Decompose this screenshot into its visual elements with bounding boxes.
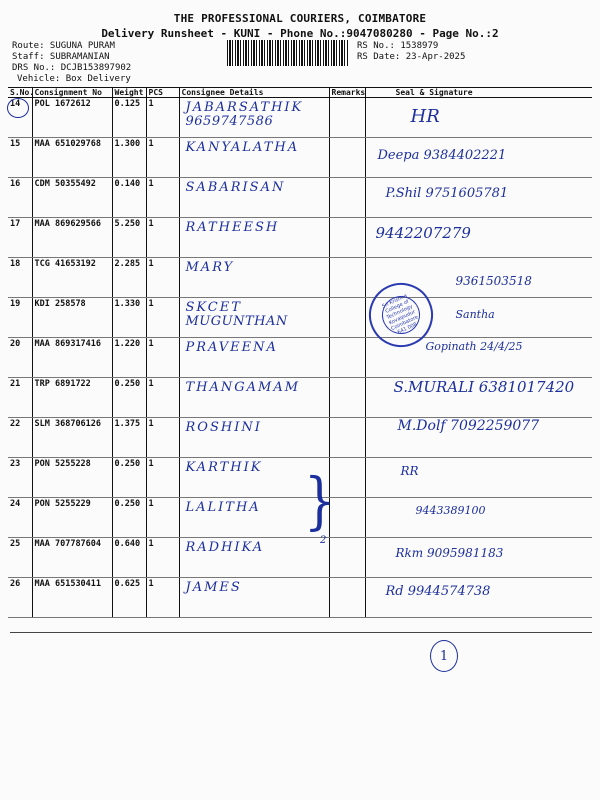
pcs-value: 1	[146, 258, 179, 298]
signature: Gopinath 24/4/25	[425, 340, 523, 353]
weight-value: 1.330	[112, 298, 146, 338]
consignee-details	[179, 378, 329, 418]
consignee-handwriting	[186, 341, 278, 355]
signature: HR	[410, 106, 440, 127]
vehicle-text: Vehicle: Box Delivery	[17, 74, 131, 84]
document-title: THE PROFESSIONAL COURIERS, COIMBATORE	[173, 12, 427, 25]
pcs-value: 1	[146, 458, 179, 498]
weight-value: 0.625	[112, 578, 146, 618]
seal-signature-cell	[365, 178, 592, 218]
consignee-name: KANYALATHA	[185, 140, 300, 155]
remarks-cell	[329, 338, 365, 378]
consignee-name: RADHIKA	[185, 540, 265, 555]
barcode	[227, 40, 349, 66]
consignee-handwriting	[186, 141, 300, 155]
consignee-name: SABARISAN	[185, 180, 286, 195]
consignee-name: THANGAMAM	[185, 380, 301, 395]
seal-signature-cell	[365, 98, 592, 138]
runsheet-subtitle: Delivery Runsheet - KUNI - Phone No.:9047080280 - Page No.:2	[101, 27, 499, 40]
consignment-number: MAA 651530411	[32, 578, 112, 618]
signature: Rd 9944574738	[385, 584, 491, 599]
weight-value: 0.250	[112, 378, 146, 418]
table-row	[8, 98, 592, 138]
signature: 9443389100	[415, 504, 486, 517]
pcs-value: 1	[146, 98, 179, 138]
signature: Santha	[455, 308, 495, 321]
column-header: S.No.	[10, 88, 35, 97]
seal-signature-cell	[365, 578, 592, 618]
column-header: PCS	[146, 88, 179, 98]
serial-number: 22	[8, 418, 32, 458]
pcs-value: 1	[146, 218, 179, 258]
consignment-number: POL 1672612	[32, 98, 112, 138]
consignment-number: MAA 869317416	[32, 338, 112, 378]
seal-signature-cell	[365, 138, 592, 178]
serial-number: 21	[8, 378, 32, 418]
route-text: Route: SUGUNA PURAM	[12, 41, 115, 51]
consignee-name: ROSHINI	[185, 420, 262, 435]
consignee-details	[179, 578, 329, 618]
signature: S.MURALI 6381017420	[393, 378, 575, 396]
seal-signature-cell	[365, 498, 592, 538]
signature: RR	[400, 464, 419, 478]
table-row	[8, 418, 592, 458]
consignee-details	[179, 218, 329, 258]
stamp-text: Sri Krishna College of Technology Kovaipudur Coimbatore 641 008	[376, 290, 426, 340]
table-row	[8, 138, 592, 178]
seal-signature-cell	[365, 218, 592, 258]
signature: P.Shil 9751605781	[385, 186, 509, 201]
consignee-handwriting	[186, 221, 280, 235]
rs-number: RS No.: 1538979	[357, 41, 439, 51]
remarks-cell	[329, 538, 365, 578]
consignment-number: SLM 368706126	[32, 418, 112, 458]
table-row	[8, 258, 592, 298]
seal-signature-cell	[365, 378, 592, 418]
consignee-handwriting	[186, 301, 288, 329]
remarks-cell	[329, 418, 365, 458]
drs-number: DRS No.: DCJB153897902	[12, 63, 132, 73]
weight-value: 1.300	[112, 138, 146, 178]
staff-text: Staff: SUBRAMANIAN	[12, 52, 110, 62]
consignee-handwriting	[186, 381, 301, 395]
weight-value: 0.250	[112, 458, 146, 498]
weight-value: 1.375	[112, 418, 146, 458]
consignee-handwriting	[186, 501, 261, 515]
consignee-details	[179, 138, 329, 178]
table-row	[8, 458, 592, 498]
seal-signature-cell	[365, 538, 592, 578]
table-row	[8, 178, 592, 218]
remarks-cell	[329, 218, 365, 258]
column-header: Seal & Signature	[365, 88, 592, 98]
runsheet-table	[8, 87, 592, 618]
remarks-cell	[329, 138, 365, 178]
serial-number: 23	[8, 458, 32, 498]
consignee-handwriting	[186, 581, 242, 595]
consignee-phone: MUGUNTHAN	[185, 314, 288, 329]
consignment-number: TCG 41653192	[32, 258, 112, 298]
table-row	[8, 538, 592, 578]
column-header: Consignee Details	[179, 88, 329, 98]
signature: Rkm 9095981183	[395, 546, 504, 560]
consignment-number: PON 5255229	[32, 498, 112, 538]
table-row	[8, 498, 592, 538]
consignee-name: LALITHA	[185, 500, 261, 515]
consignment-number: PON 5255228	[32, 458, 112, 498]
consignee-details	[179, 338, 329, 378]
pcs-value: 1	[146, 498, 179, 538]
signature: Deepa 9384402221	[377, 148, 507, 163]
brace-count: 2	[320, 535, 327, 546]
pcs-value: 1	[146, 578, 179, 618]
remarks-cell	[329, 178, 365, 218]
consignee-details	[179, 98, 329, 138]
remarks-cell	[329, 298, 365, 338]
table-row	[8, 298, 592, 338]
consignee-details	[179, 418, 329, 458]
remarks-cell	[329, 258, 365, 298]
consignee-name: KARTHIK	[185, 460, 263, 475]
pcs-value: 1	[146, 138, 179, 178]
weight-value: 1.220	[112, 338, 146, 378]
table-row	[8, 578, 592, 618]
rs-date: RS Date: 23-Apr-2025	[357, 52, 466, 62]
serial-number: 18	[8, 258, 32, 298]
weight-value: 0.125	[112, 98, 146, 138]
remarks-cell	[329, 578, 365, 618]
table-row	[8, 378, 592, 418]
remarks-cell	[329, 378, 365, 418]
pcs-value: 1	[146, 538, 179, 578]
column-header: Consignment No	[32, 88, 112, 98]
consignee-handwriting	[186, 541, 265, 555]
pcs-value: 1	[146, 418, 179, 458]
consignee-handwriting	[186, 461, 263, 475]
consignee-name: JAMES	[185, 580, 242, 595]
seal-signature-cell	[365, 418, 592, 458]
consignee-name: RATHEESH	[185, 220, 280, 235]
table-header-row	[8, 88, 592, 98]
pcs-value: 1	[146, 178, 179, 218]
table-end-line	[10, 632, 592, 633]
consignee-handwriting	[186, 421, 262, 435]
table-row	[8, 218, 592, 258]
serial-number: 26	[8, 578, 32, 618]
weight-value: 0.140	[112, 178, 146, 218]
consignment-number: CDM 50355492	[32, 178, 112, 218]
column-header: Weight	[112, 88, 146, 98]
serial-circle-mark	[7, 98, 29, 118]
table-row	[8, 338, 592, 378]
consignment-number: MAA 869629566	[32, 218, 112, 258]
pcs-value: 1	[146, 378, 179, 418]
signature: M.Dolf 7092259077	[397, 418, 540, 434]
remarks-cell	[329, 98, 365, 138]
serial-number: 24	[8, 498, 32, 538]
consignment-number: MAA 707787604	[32, 538, 112, 578]
consignee-details	[179, 298, 329, 338]
consignee-name: MARY	[185, 260, 235, 275]
consignment-number: TRP 6891722	[32, 378, 112, 418]
consignment-number: MAA 651029768	[32, 138, 112, 178]
consignee-handwriting	[186, 181, 286, 195]
pcs-value: 1	[146, 338, 179, 378]
signature: 9442207279	[375, 224, 471, 242]
pcs-value: 1	[146, 298, 179, 338]
signature: 9361503518	[455, 274, 532, 288]
consignee-details	[179, 178, 329, 218]
weight-value: 0.250	[112, 498, 146, 538]
serial-number: 16	[8, 178, 32, 218]
consignee-name: SKCET	[185, 300, 242, 315]
consignee-handwriting	[186, 101, 304, 129]
consignee-handwriting	[186, 261, 235, 275]
consignment-number: KDI 258578	[32, 298, 112, 338]
weight-value: 0.640	[112, 538, 146, 578]
consignee-name: JABARSATHIK	[185, 100, 304, 115]
serial-number: 14	[8, 98, 32, 138]
brace-mark: }	[303, 464, 336, 537]
consignee-name: PRAVEENA	[185, 340, 278, 355]
weight-value: 5.250	[112, 218, 146, 258]
serial-number: 19	[8, 298, 32, 338]
seal-signature-cell	[365, 458, 592, 498]
serial-number: 20	[8, 338, 32, 378]
page-number-mark: 1	[430, 640, 458, 672]
serial-number: 17	[8, 218, 32, 258]
column-header: Remarks	[329, 88, 365, 98]
consignee-details	[179, 538, 329, 578]
serial-number: 25	[8, 538, 32, 578]
weight-value: 2.285	[112, 258, 146, 298]
consignee-details	[179, 258, 329, 298]
serial-number: 15	[8, 138, 32, 178]
consignee-phone: 9659747586	[185, 114, 274, 129]
